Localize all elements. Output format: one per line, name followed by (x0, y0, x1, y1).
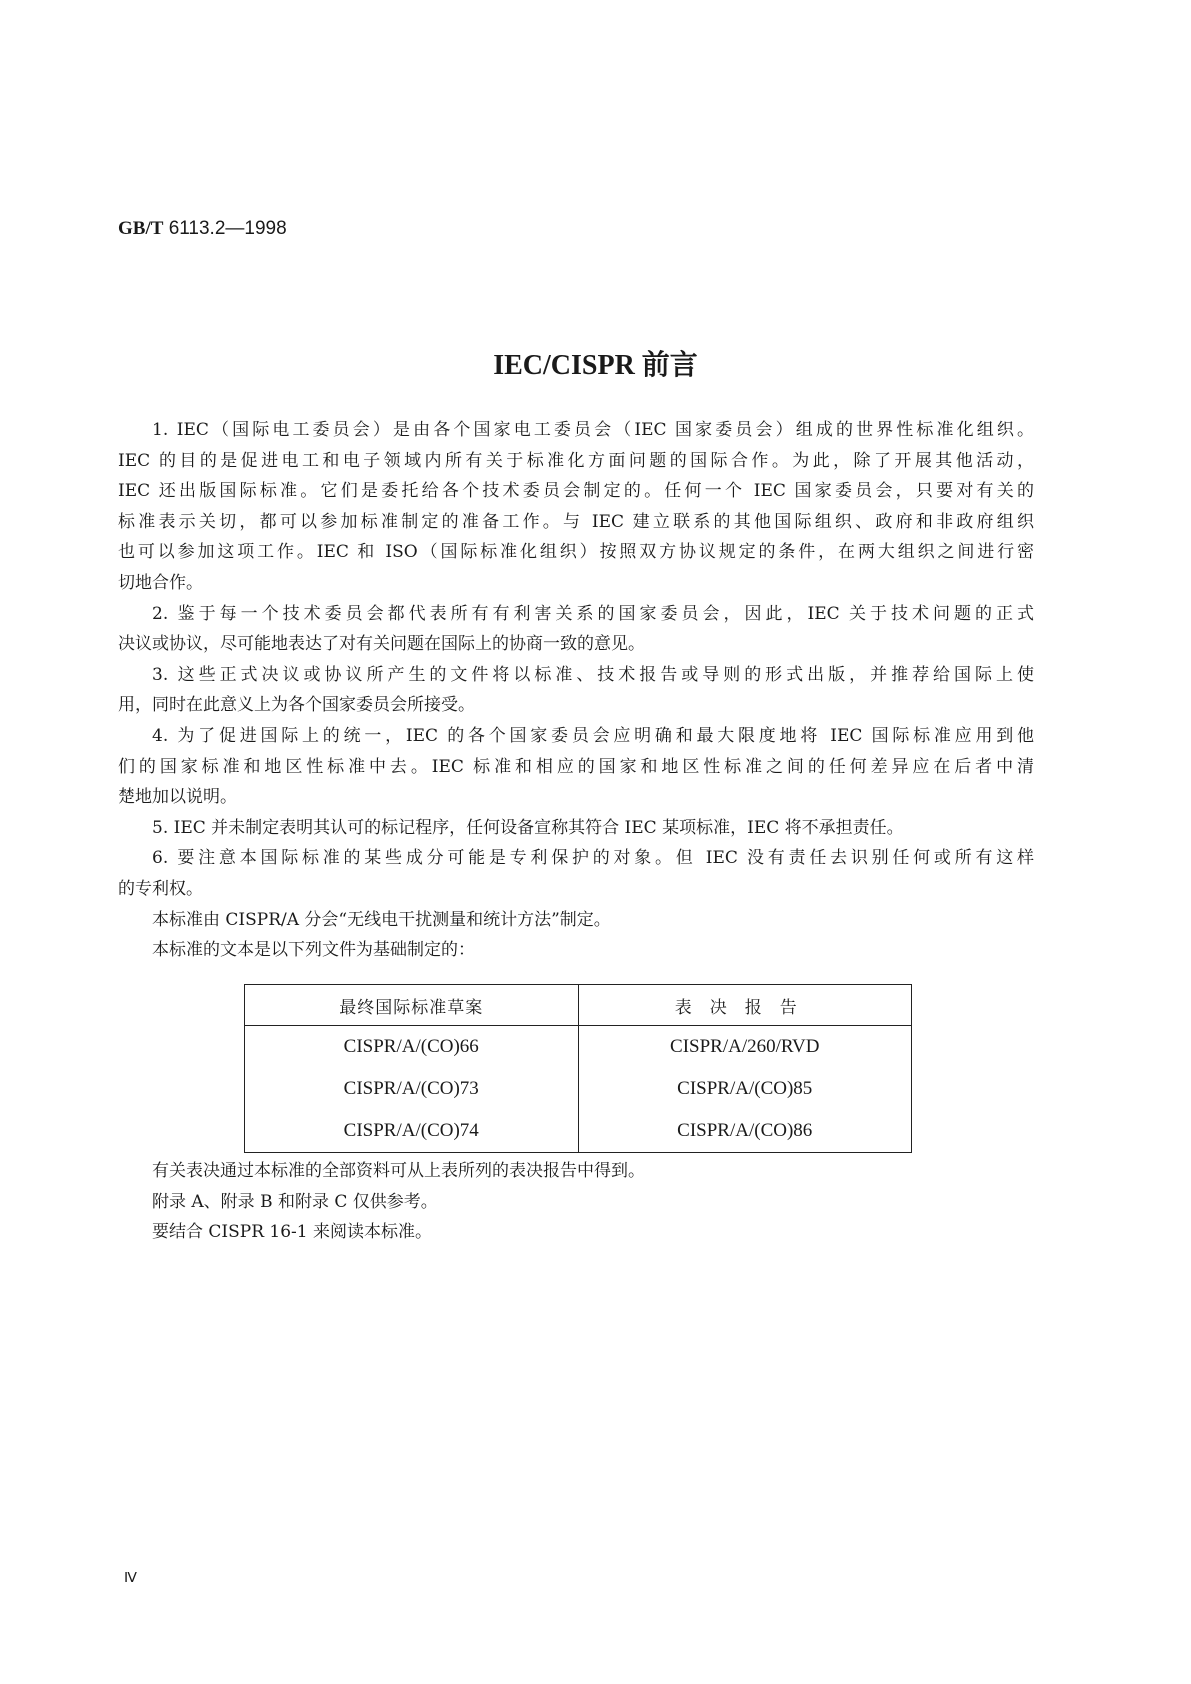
paragraph-line: 本标准由 CISPR/A 分会“无线电干扰测量和统计方法”制定。 (152, 909, 611, 930)
paragraph-line: 们的国家标准和地区性标准中去。IEC 标准和相应的国家和地区性标准之间的任何差异应在后者中清 (118, 756, 1034, 777)
paragraph-line: 5. IEC 并未制定表明其认可的标记程序，任何设备宣称其符合 IEC 某项标准，IEC 将不承担责任。 (152, 817, 904, 838)
standard-code: 6113.2—1998 (168, 218, 287, 239)
paragraph-line: 3. 这些正式决议或协议所产生的文件将以标准、技术报告或导则的形式出版，并推荐给国际上使 (152, 664, 1034, 685)
paragraph (118, 813, 1034, 844)
table-cell: CISPR/A/(CO)85 (677, 1078, 813, 1099)
paragraph (118, 599, 1034, 660)
foreword-body (118, 415, 1034, 966)
paragraph (118, 935, 1034, 966)
note-line: 附录 A、附录 B 和附录 C 仅供参考。 (152, 1191, 438, 1212)
paragraph-line: 本标准的文本是以下列文件为基础制定的： (152, 940, 475, 961)
paragraph-line: 4. 为了促进国际上的统一，IEC 的各个国家委员会应明确和最大限度地将 IEC 国际标准应用到他 (152, 725, 1034, 746)
paragraph (118, 905, 1034, 936)
table-body-row (245, 1026, 912, 1153)
table-header-draft: 最终国际标准草案 (245, 985, 579, 1026)
paragraph (118, 843, 1034, 904)
standard-number (118, 218, 287, 240)
paragraph-line: 6. 要注意本国际标准的某些成分可能是专利保护的对象。但 IEC 没有责任去识别任何或所有这样 (152, 848, 1034, 869)
paragraph-line: 用，同时在此意义上为各个国家委员会所接受。 (118, 695, 475, 716)
paragraph-line: 决议或协议，尽可能地表达了对有关问题在国际上的协商一致的意见。 (118, 634, 645, 655)
table-cell: CISPR/A/(CO)73 (343, 1078, 479, 1099)
table-header-row (245, 985, 912, 1026)
page-number: Ⅳ (124, 1571, 137, 1586)
table-cell: CISPR/A/(CO)74 (343, 1120, 479, 1141)
paragraph (118, 660, 1034, 721)
paragraph-line: 的专利权。 (118, 878, 203, 899)
table-cell: CISPR/A/(CO)86 (677, 1120, 813, 1141)
table-col-drafts (245, 1026, 579, 1153)
table-col-reports (578, 1026, 912, 1153)
page-title: IEC/CISPR 前言 (493, 350, 698, 381)
after-table-notes (118, 1156, 645, 1248)
paragraph-line: 也可以参加这项工作。IEC 和 ISO（国际标准化组织）按照双方协议规定的条件，在两大组织之间进行密 (118, 542, 1034, 563)
table-cell: CISPR/A/(CO)66 (343, 1036, 479, 1057)
paragraph-line: IEC 的目的是促进电工和电子领域内所有关于标准化方面问题的国际合作。为此，除了开展其他活动， (118, 450, 1034, 471)
paragraph-line: IEC 还出版国际标准。它们是委托给各个技术委员会制定的。任何一个 IEC 国家委员会，只要对有关的 (118, 481, 1034, 502)
paragraph (118, 721, 1034, 813)
paragraph-line: 切地合作。 (118, 572, 203, 593)
paragraph-line: 1. IEC（国际电工委员会）是由各个国家电工委员会（IEC 国家委员会）组成的世界性标准化组织。 (152, 420, 1034, 440)
note-line: 有关表决通过本标准的全部资料可从上表所列的表决报告中得到。 (152, 1161, 645, 1181)
document-table (244, 984, 912, 1153)
paragraph-line: 2. 鉴于每一个技术委员会都代表所有有利害关系的国家委员会，因此，IEC 关于技术问题的正式 (152, 603, 1034, 624)
table-header-vote-report: 表决报告 (578, 985, 912, 1026)
table-cell: CISPR/A/260/RVD (670, 1036, 820, 1057)
standard-prefix: GB/T (118, 218, 164, 239)
note-line: 要结合 CISPR 16-1 来阅读本标准。 (152, 1222, 433, 1243)
paragraph-line: 楚地加以说明。 (118, 787, 237, 808)
paragraph (118, 415, 1034, 599)
paragraph-line: 标准表示关切，都可以参加标准制定的准备工作。与 IEC 建立联系的其他国际组织、政府和非政府组织 (118, 511, 1034, 532)
